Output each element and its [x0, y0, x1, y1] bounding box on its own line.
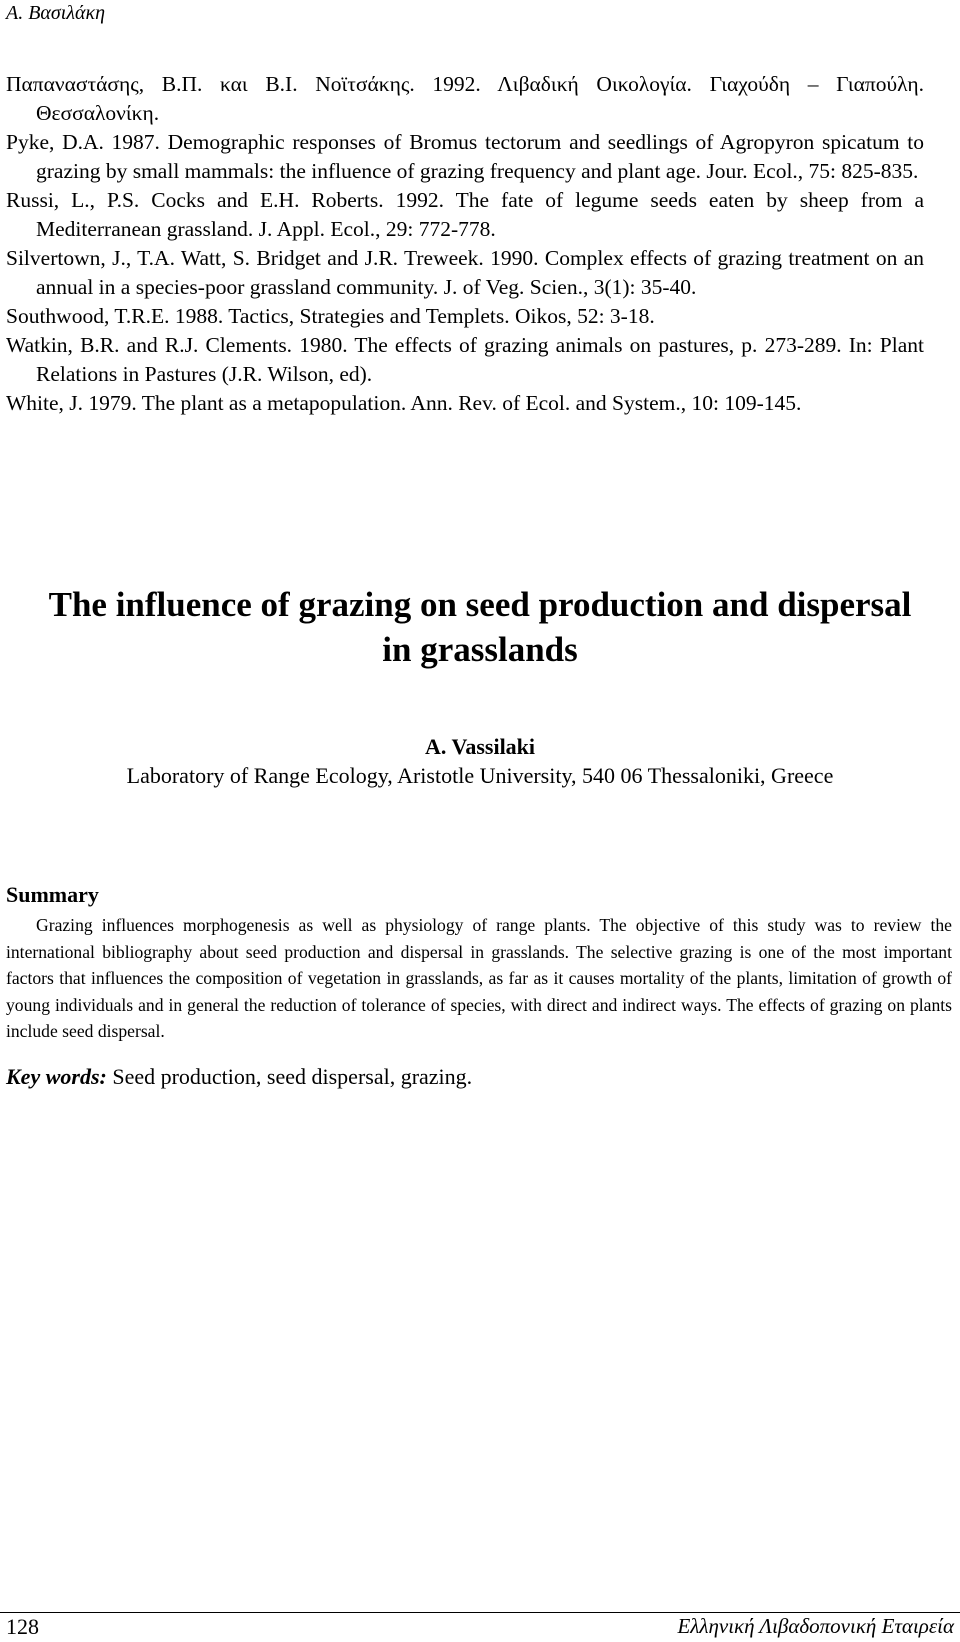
reference-item: Watkin, B.R. and R.J. Clements. 1980. The effects of grazing animals on pastures, p. 273-289. In: Plant Relations in Pastures (J.R. Wilson, ed). [6, 333, 924, 386]
article-author: A. Vassilaki [424, 734, 536, 759]
reference-item: Παπαναστάσης, Β.Π. και Β.Ι. Νοϊτσάκης. 1992. Λιβαδική Οικολογία. Γιαχούδη – Γιαπούλη. Θεσσαλονίκη. [6, 72, 924, 125]
reference-item: Southwood, T.R.E. 1988. Tactics, Strategies and Templets. Oikos, 52: 3-18. [6, 304, 655, 328]
keywords-line [6, 1063, 472, 1091]
author-affiliation: Laboratory of Range Ecology, Aristotle University, 540 06 Thessaloniki, Greece [126, 763, 834, 788]
summary-text: Grazing influences morphogenesis as well as physiology of range plants. The objective of this study was to review the international bibliography about seed production and dispersal in grasslands. The selective grazing is one of the most important factors that influences the composition of vegetation in grasslands, as far as it causes mortality of the plants, limitation of growth of young individuals and in general the reduction of tolerance of species, with direct and indirect ways. The effects of grazing on plants include seed dispersal. [6, 915, 952, 1041]
article-title: The influence of grazing on seed production and dispersal in grasslands [48, 585, 912, 669]
keywords-text: Seed production, seed dispersal, grazing. [112, 1064, 473, 1089]
reference-item: Russi, L., P.S. Cocks and E.H. Roberts. 1992. The fate of legume seeds eaten by sheep from a Mediterranean grassland. J. Appl. Ecol., 29: 772-778. [6, 188, 924, 241]
summary-heading: Summary [6, 882, 99, 907]
reference-list [6, 70, 924, 418]
page-number: 128 [6, 1614, 39, 1639]
reference-item: Silvertown, J., T.A. Watt, S. Bridget and J.R. Treweek. 1990. Complex effects of grazing treatment on an annual in a species-poor grassland community. J. of Veg. Scien., 3(1): 35-40. [6, 246, 924, 299]
running-header: Α. Βασιλάκη [6, 2, 106, 24]
publisher-name: Ελληνική Λιβαδοπονική Εταιρεία [677, 1614, 954, 1638]
reference-item: White, J. 1979. The plant as a metapopulation. Ann. Rev. of Ecol. and System., 10: 109-145. [6, 391, 802, 415]
footer-divider [0, 1612, 960, 1613]
reference-item: Pyke, D.A. 1987. Demographic responses of Bromus tectorum and seedlings of Agropyron spicatum to grazing by small mammals: the influence of grazing frequency and plant age. Jour. Ecol., 75: 825-835. [6, 130, 924, 183]
keywords-label: Key words: [6, 1064, 107, 1089]
